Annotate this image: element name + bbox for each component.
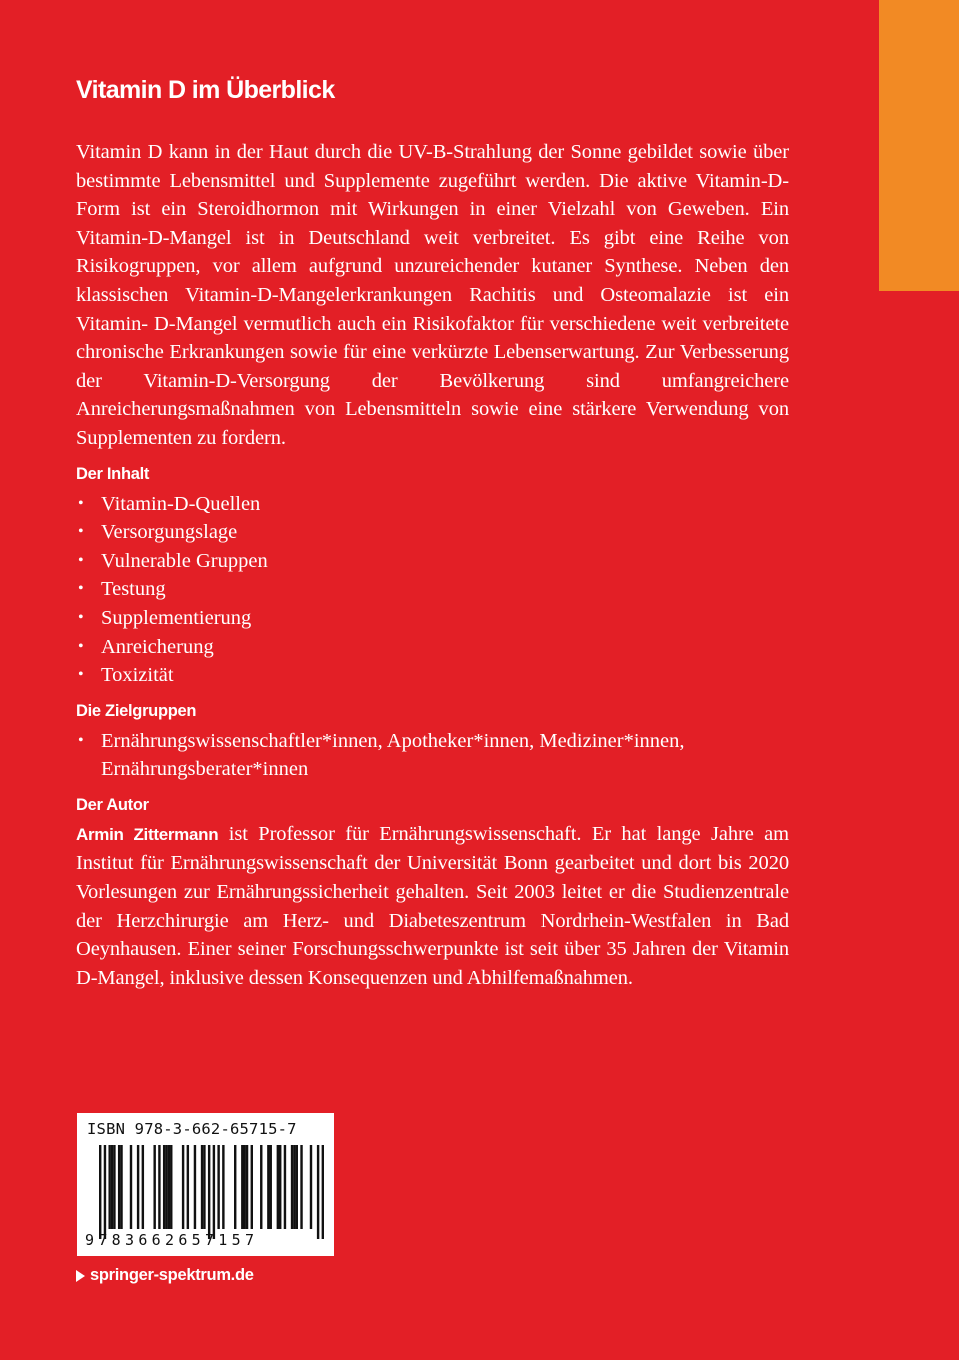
barcode-bar (118, 1145, 120, 1229)
contents-heading: Der Inhalt (76, 464, 150, 483)
list-item: • Toxizität (76, 661, 789, 690)
isbn-label: ISBN 978-3-662-65715-7 (87, 1120, 297, 1138)
barcode-bar (277, 1145, 279, 1229)
barcode-bar (267, 1145, 269, 1229)
barcode-bar (246, 1145, 248, 1229)
barcode-bar (213, 1145, 215, 1239)
barcode-bar (130, 1145, 132, 1229)
barcode-bar (113, 1145, 115, 1229)
barcode-bar (222, 1145, 224, 1229)
barcode-bar (322, 1145, 324, 1239)
page-title: Vitamin D im Überblick (76, 76, 335, 104)
author-paragraph (76, 820, 789, 993)
list-item: • Vulnerable Gruppen (76, 547, 789, 576)
list-item: • Supplementierung (76, 604, 789, 633)
barcode-bar (99, 1145, 101, 1239)
barcode-bar (203, 1145, 205, 1229)
barcode-bar (201, 1145, 203, 1229)
barcode-bar (270, 1145, 272, 1229)
author-name: Armin Zittermann (76, 824, 219, 844)
barcode-bar (165, 1145, 167, 1229)
list-item: • Versorgungslage (76, 518, 789, 547)
barcode-bar (260, 1145, 262, 1229)
ean-digits: 9783662657157 (85, 1231, 259, 1249)
barcode-bar (241, 1145, 243, 1229)
barcode-bar (300, 1145, 302, 1229)
orange-spine-tab (879, 0, 959, 291)
target-groups-list (76, 727, 789, 784)
barcode-bar (153, 1145, 155, 1229)
barcode-bar (243, 1145, 245, 1229)
barcode-bar (234, 1145, 236, 1229)
intro-paragraph: Vitamin D kann in der Haut durch die UV-B-Strahlung der Sonne gebildet sowie über bestimmte Lebensmittel und Supplemente zugeführt werden. Die aktive Vitamin-D-Form ist ein Steroidhormon mit Wirkungen in einer Vielzahl von Geweben. Ein Vitamin-D-Mangel ist in Deutschland weit verbreitet. Es gibt eine Reihe von Risikogruppen, vor allem aufgrund unzureichender kutaner Synthese. Neben den klassischen Vitamin-D-Mangelerkrankungen Rachitis und Osteomalazie ist ein Vitamin- D-Mangel vermutlich auch ein Risikofaktor für verschiedene weit verbreitete chronische Erkrankungen sowie für eine verkürzte Lebenserwartung. Zur Verbesserung der Vitamin-D-Versorgung der Bevölkerung sind umfangreichere Anreicherungsmaßnahmen von Lebensmitteln sowie eine stärkere Verwendung von Supplementen zu fordern. (76, 141, 789, 449)
barcode-bar (168, 1145, 170, 1229)
publisher-url[interactable] (76, 1266, 254, 1285)
arrow-right-icon (76, 1270, 85, 1282)
barcode-bar (293, 1145, 295, 1229)
publisher-url-text: springer-spektrum.de (90, 1266, 254, 1284)
barcode-bar (279, 1145, 281, 1229)
author-heading: Der Autor (76, 795, 149, 814)
barcode-bar (158, 1145, 160, 1229)
target-groups-heading: Die Zielgruppen (76, 701, 197, 720)
barcode-bar (137, 1145, 139, 1229)
back-cover-content (76, 70, 789, 992)
barcode-bar (108, 1145, 110, 1229)
barcode-bar (310, 1145, 312, 1229)
list-item: • Anreicherung (76, 633, 789, 662)
barcode-bars (99, 1145, 324, 1239)
barcode-bar (217, 1145, 219, 1229)
barcode-bar (291, 1145, 293, 1229)
list-item: • Testung (76, 575, 789, 604)
barcode-bar (142, 1145, 144, 1229)
barcode-bar (170, 1145, 172, 1229)
barcode-bar (317, 1145, 319, 1239)
list-item: • Ernährungswissenschaftler*innen, Apotheker*innen, Mediziner*innen, Ernährungsberater*innen (76, 727, 789, 784)
barcode-bar (120, 1145, 122, 1229)
barcode-bar (208, 1145, 210, 1239)
barcode-bar (194, 1145, 196, 1229)
barcode-bar (182, 1145, 184, 1229)
barcode-bar (163, 1145, 165, 1229)
author-bio: ist Professor für Ernährungswissenschaft. Er hat lange Jahre am Institut für Ernährungswissenschaft der Universität Bonn gearbeitet und dort bis 2020 Vorlesungen zur Ernährungssicherheit gehalten. Seit 2003 leitet er die Studienzentrale der Herzchirurgie am Herz- und Diabeteszentrum Nordrhein-Westfalen in Bad Oeynhausen. Einer seiner Forschungsschwerpunkte ist seit über 35 Jahren der Vitamin D-Mangel, inklusive dessen Konsequenzen und Abhilfemaßnahmen. (76, 822, 789, 989)
barcode-bar (251, 1145, 253, 1229)
barcode-bar (104, 1145, 106, 1239)
barcode-bar (111, 1145, 113, 1229)
barcode-bar (187, 1145, 189, 1229)
barcode-bar (296, 1145, 298, 1229)
isbn-barcode (77, 1113, 334, 1256)
list-item: • Vitamin-D-Quellen (76, 490, 789, 519)
barcode-bar (284, 1145, 286, 1229)
contents-list (76, 490, 789, 690)
